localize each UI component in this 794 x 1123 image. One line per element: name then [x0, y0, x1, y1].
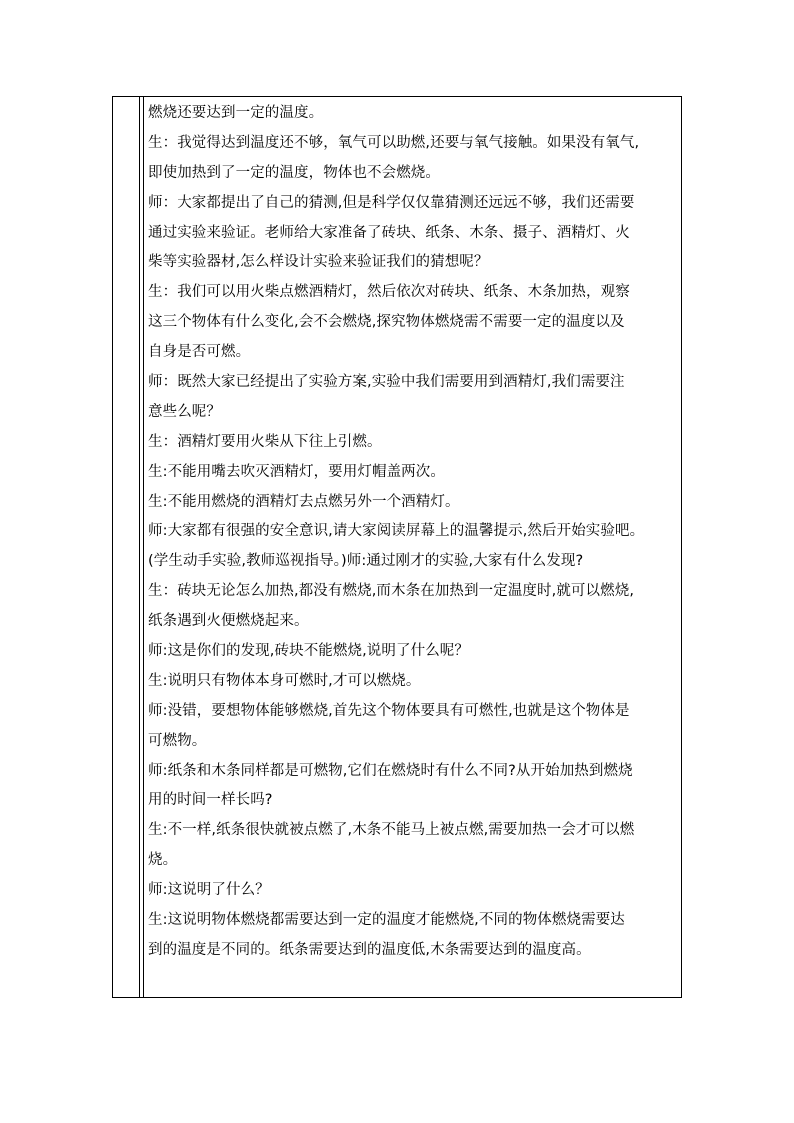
text-line: 师:纸条和木条同样都是可燃物,它们在燃烧时有什么不同?从开始加热到燃烧 [148, 762, 633, 779]
text-line: (学生动手实验,教师巡视指导。)师:通过刚才的实验,大家有什么发现? [148, 553, 584, 570]
text-line: 用的时间一样长吗? [148, 792, 273, 809]
text-line: 生：我们可以用火柴点燃酒精灯，然后依次对砖块、纸条、木条加热，观察 [148, 284, 630, 301]
text-line: 师:没错，要想物体能够燃烧,首先这个物体要具有可燃性,也就是这个物体是 [148, 702, 630, 719]
label-column [113, 97, 140, 997]
text-line: 纸条遇到火便燃烧起来。 [148, 613, 309, 630]
text-line: 烧。 [148, 852, 178, 869]
text-line: 可燃物。 [148, 732, 207, 749]
text-lines [148, 99, 680, 966]
content-column [143, 97, 681, 997]
text-line: 生:说明只有物体本身可燃时,才可以燃烧。 [148, 672, 421, 689]
text-line: 这三个物体有什么变化,会不会燃烧,探究物体燃烧需不需要一定的温度以及 [148, 314, 625, 331]
text-line: 师:这说明了什么？ [148, 882, 270, 899]
text-line: 师：既然大家已经提出了实验方案,实验中我们需要用到酒精灯,我们需要注 [148, 374, 625, 391]
text-line: 师：大家都提出了自己的猜测,但是科学仅仅靠猜测还远远不够，我们还需要 [148, 194, 635, 211]
text-line: 生：我觉得达到温度还不够，氧气可以助燃,还要与氧气接触。如果没有氧气, [148, 134, 640, 151]
text-line: 生:这说明物体燃烧都需要达到一定的温度才能燃烧,不同的物体燃烧需要达 [148, 912, 625, 929]
text-line: 生:不一样,纸条很快就被点燃了,木条不能马上被点燃,需要加热一会才可以燃 [148, 822, 635, 839]
document-table [112, 96, 682, 998]
text-line: 生：酒精灯要用火柴从下往上引燃。 [148, 433, 382, 450]
text-line: 到的温度是不同的。纸条需要达到的温度低,木条需要达到的温度高。 [148, 941, 591, 958]
text-line: 生:不能用嘴去吹灭酒精灯，要用灯帽盖两次。 [148, 463, 445, 480]
text-line: 即使加热到了一定的温度，物体也不会燃烧。 [148, 164, 440, 181]
text-line: 师:这是你们的发现,砖块不能燃烧,说明了什么呢？ [148, 643, 470, 660]
text-line: 生：砖块无论怎么加热,都没有燃烧,而木条在加热到一定温度时,就可以燃烧, [148, 583, 635, 600]
text-line: 意些么呢？ [148, 403, 221, 420]
text-line: 自身是否可燃。 [148, 344, 251, 361]
text-line: 师:大家都有很强的安全意识,请大家阅读屏幕上的温馨提示,然后开始实验吧。 [148, 523, 645, 540]
text-line: 通过实验来验证。老师给大家准备了砖块、纸条、木条、摄子、酒精灯、火 [148, 224, 630, 241]
text-line: 柴等实验器材,怎么样设计实验来验证我们的猜想呢？ [148, 254, 489, 271]
text-line: 燃烧还要达到一定的温度。 [148, 105, 324, 121]
text-line: 生:不能用燃烧的酒精灯去点燃另外一个酒精灯。 [148, 493, 460, 510]
